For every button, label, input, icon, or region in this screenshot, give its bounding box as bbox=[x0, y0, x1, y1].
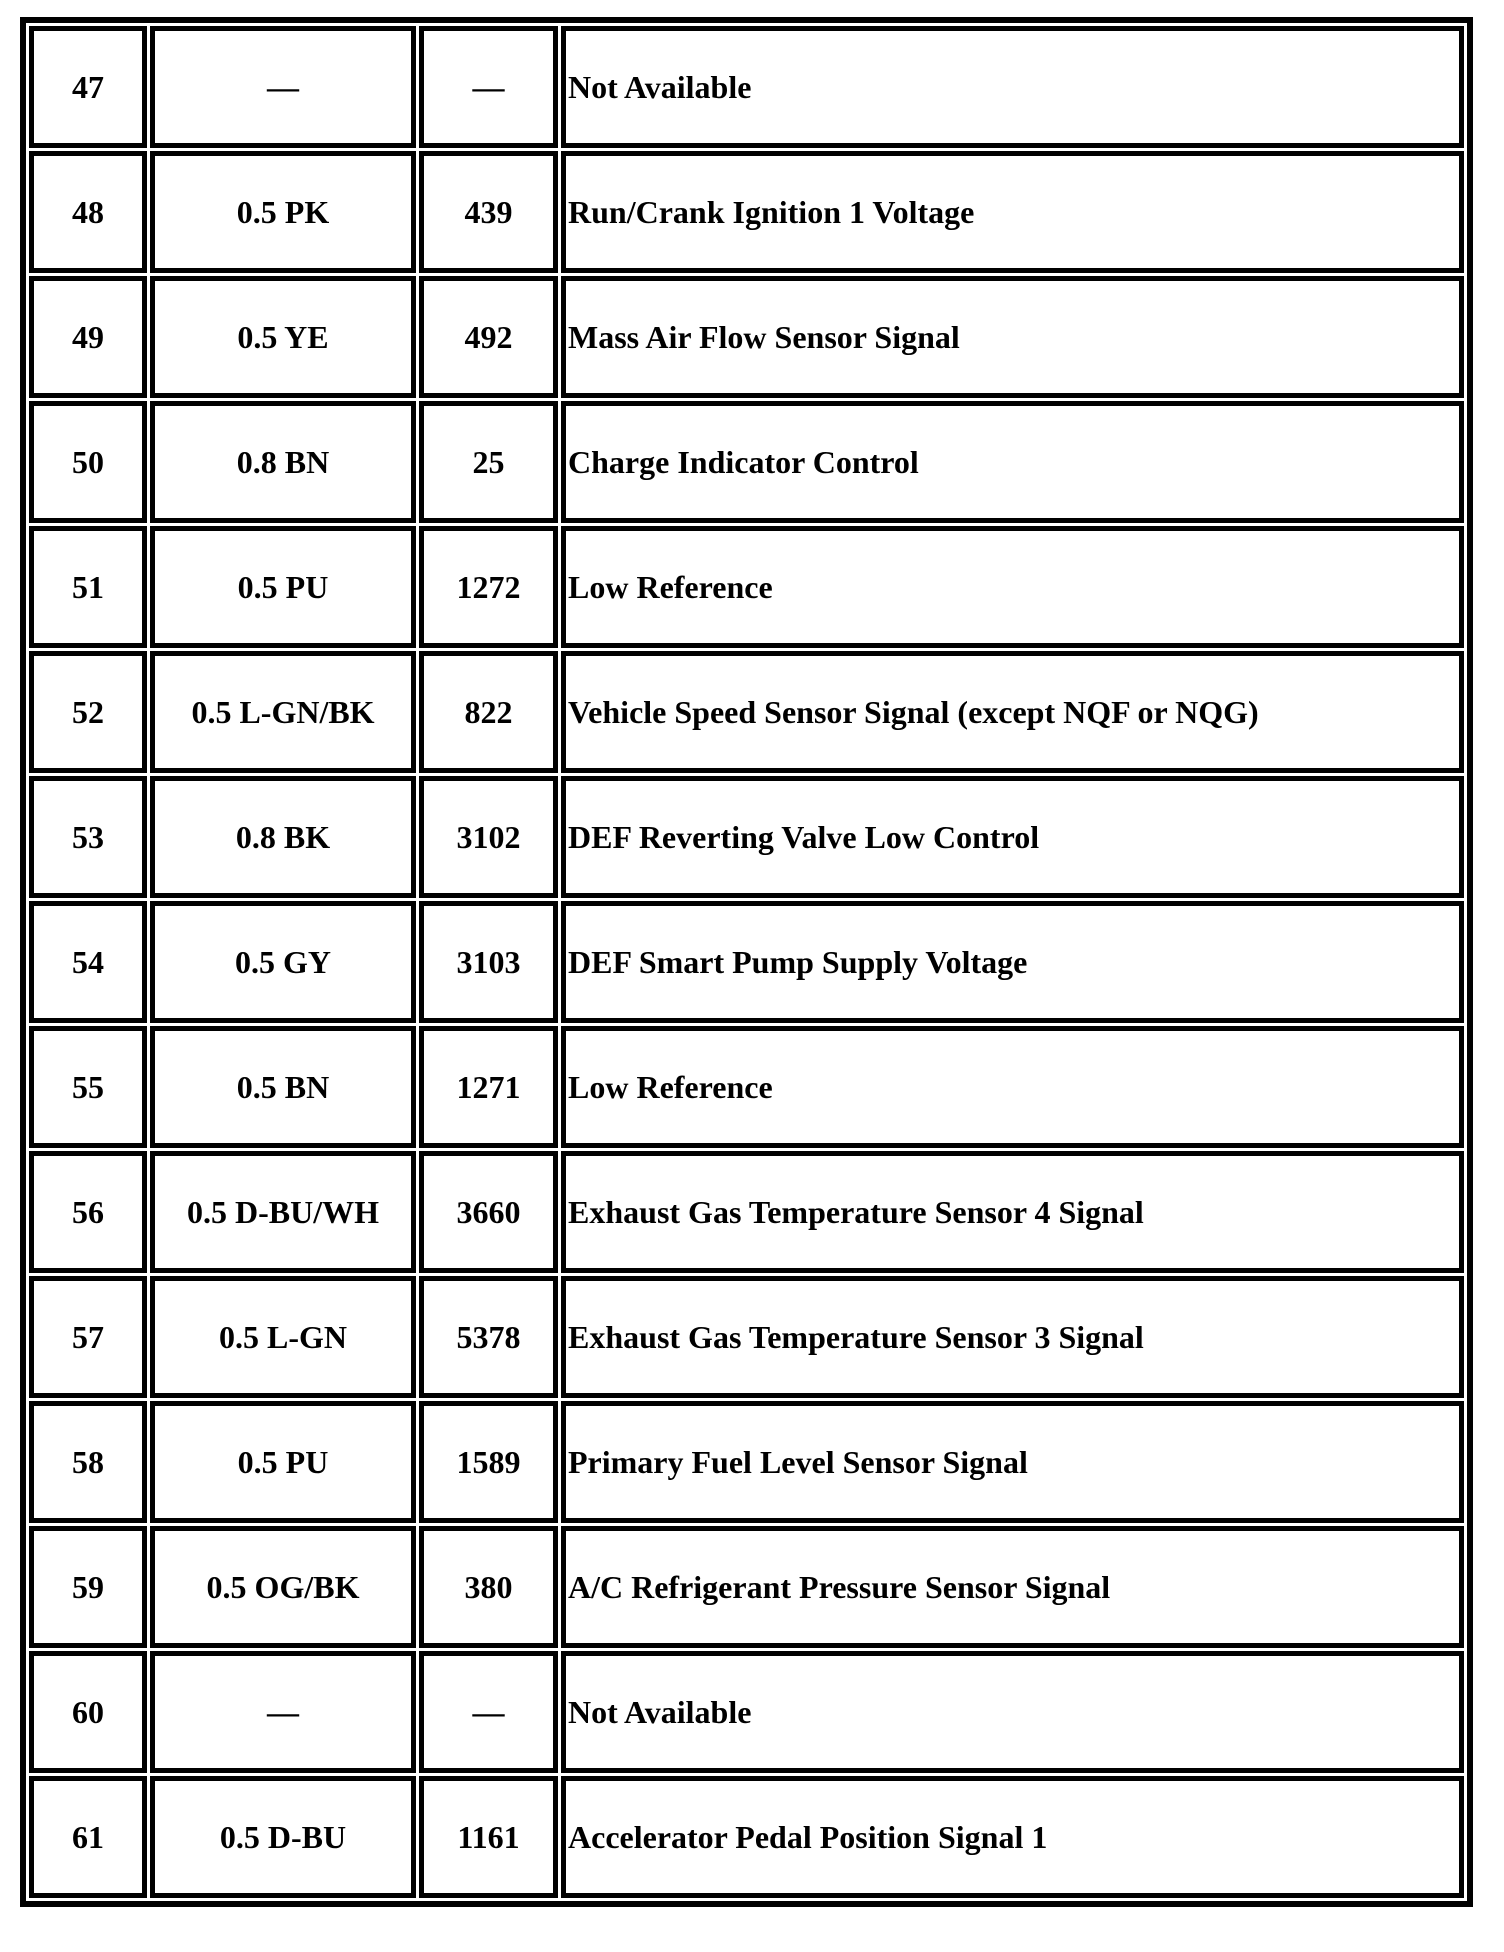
function-cell: Not Available bbox=[561, 1651, 1464, 1773]
pin-cell: 54 bbox=[29, 901, 147, 1023]
circuit-cell: 492 bbox=[419, 276, 558, 398]
wire-cell: 0.5 PK bbox=[150, 151, 416, 273]
function-cell: Low Reference bbox=[561, 1026, 1464, 1148]
pin-cell: 52 bbox=[29, 651, 147, 773]
circuit-cell: 3660 bbox=[419, 1151, 558, 1273]
circuit-cell: 822 bbox=[419, 651, 558, 773]
table-row bbox=[29, 1026, 1464, 1148]
pin-cell: 61 bbox=[29, 1776, 147, 1898]
circuit-cell: 5378 bbox=[419, 1276, 558, 1398]
wire-cell: 0.8 BN bbox=[150, 401, 416, 523]
circuit-cell: 1272 bbox=[419, 526, 558, 648]
function-cell: A/C Refrigerant Pressure Sensor Signal bbox=[561, 1526, 1464, 1648]
table-row bbox=[29, 1776, 1464, 1898]
function-cell: Run/Crank Ignition 1 Voltage bbox=[561, 151, 1464, 273]
wire-cell: 0.5 PU bbox=[150, 526, 416, 648]
wire-cell: — bbox=[150, 26, 416, 148]
circuit-cell: 1161 bbox=[419, 1776, 558, 1898]
table-row bbox=[29, 651, 1464, 773]
wire-cell: 0.5 L-GN/BK bbox=[150, 651, 416, 773]
pin-cell: 56 bbox=[29, 1151, 147, 1273]
wire-cell: — bbox=[150, 1651, 416, 1773]
pin-cell: 49 bbox=[29, 276, 147, 398]
pin-cell: 51 bbox=[29, 526, 147, 648]
circuit-cell: — bbox=[419, 1651, 558, 1773]
function-cell: Not Available bbox=[561, 26, 1464, 148]
table-row bbox=[29, 526, 1464, 648]
table-row bbox=[29, 1651, 1464, 1773]
pin-cell: 55 bbox=[29, 1026, 147, 1148]
wire-cell: 0.5 D-BU/WH bbox=[150, 1151, 416, 1273]
circuit-cell: 3103 bbox=[419, 901, 558, 1023]
wire-cell: 0.5 L-GN bbox=[150, 1276, 416, 1398]
table-row bbox=[29, 26, 1464, 148]
wire-cell: 0.5 PU bbox=[150, 1401, 416, 1523]
circuit-cell: — bbox=[419, 26, 558, 148]
function-cell: DEF Reverting Valve Low Control bbox=[561, 776, 1464, 898]
pin-cell: 48 bbox=[29, 151, 147, 273]
wire-cell: 0.5 D-BU bbox=[150, 1776, 416, 1898]
table-row bbox=[29, 1151, 1464, 1273]
table-row bbox=[29, 401, 1464, 523]
circuit-cell: 380 bbox=[419, 1526, 558, 1648]
circuit-cell: 1589 bbox=[419, 1401, 558, 1523]
function-cell: Charge Indicator Control bbox=[561, 401, 1464, 523]
wire-cell: 0.5 BN bbox=[150, 1026, 416, 1148]
table-row bbox=[29, 1276, 1464, 1398]
table-row bbox=[29, 901, 1464, 1023]
circuit-cell: 3102 bbox=[419, 776, 558, 898]
function-cell: Low Reference bbox=[561, 526, 1464, 648]
pin-cell: 50 bbox=[29, 401, 147, 523]
table-row bbox=[29, 1526, 1464, 1648]
pin-cell: 47 bbox=[29, 26, 147, 148]
function-cell: Exhaust Gas Temperature Sensor 4 Signal bbox=[561, 1151, 1464, 1273]
function-cell: Exhaust Gas Temperature Sensor 3 Signal bbox=[561, 1276, 1464, 1398]
pin-cell: 60 bbox=[29, 1651, 147, 1773]
pin-cell: 57 bbox=[29, 1276, 147, 1398]
circuit-cell: 439 bbox=[419, 151, 558, 273]
pin-cell: 53 bbox=[29, 776, 147, 898]
table-row bbox=[29, 276, 1464, 398]
wire-cell: 0.5 GY bbox=[150, 901, 416, 1023]
function-cell: Vehicle Speed Sensor Signal (except NQF or NQG) bbox=[561, 651, 1464, 773]
circuit-cell: 25 bbox=[419, 401, 558, 523]
table-body bbox=[29, 26, 1464, 1898]
table-row bbox=[29, 151, 1464, 273]
connector-pinout-table bbox=[20, 17, 1473, 1907]
table-row bbox=[29, 1401, 1464, 1523]
pin-cell: 58 bbox=[29, 1401, 147, 1523]
function-cell: Accelerator Pedal Position Signal 1 bbox=[561, 1776, 1464, 1898]
circuit-cell: 1271 bbox=[419, 1026, 558, 1148]
pin-cell: 59 bbox=[29, 1526, 147, 1648]
wire-cell: 0.5 YE bbox=[150, 276, 416, 398]
function-cell: DEF Smart Pump Supply Voltage bbox=[561, 901, 1464, 1023]
wire-cell: 0.5 OG/BK bbox=[150, 1526, 416, 1648]
function-cell: Primary Fuel Level Sensor Signal bbox=[561, 1401, 1464, 1523]
wire-cell: 0.8 BK bbox=[150, 776, 416, 898]
function-cell: Mass Air Flow Sensor Signal bbox=[561, 276, 1464, 398]
table-row bbox=[29, 776, 1464, 898]
